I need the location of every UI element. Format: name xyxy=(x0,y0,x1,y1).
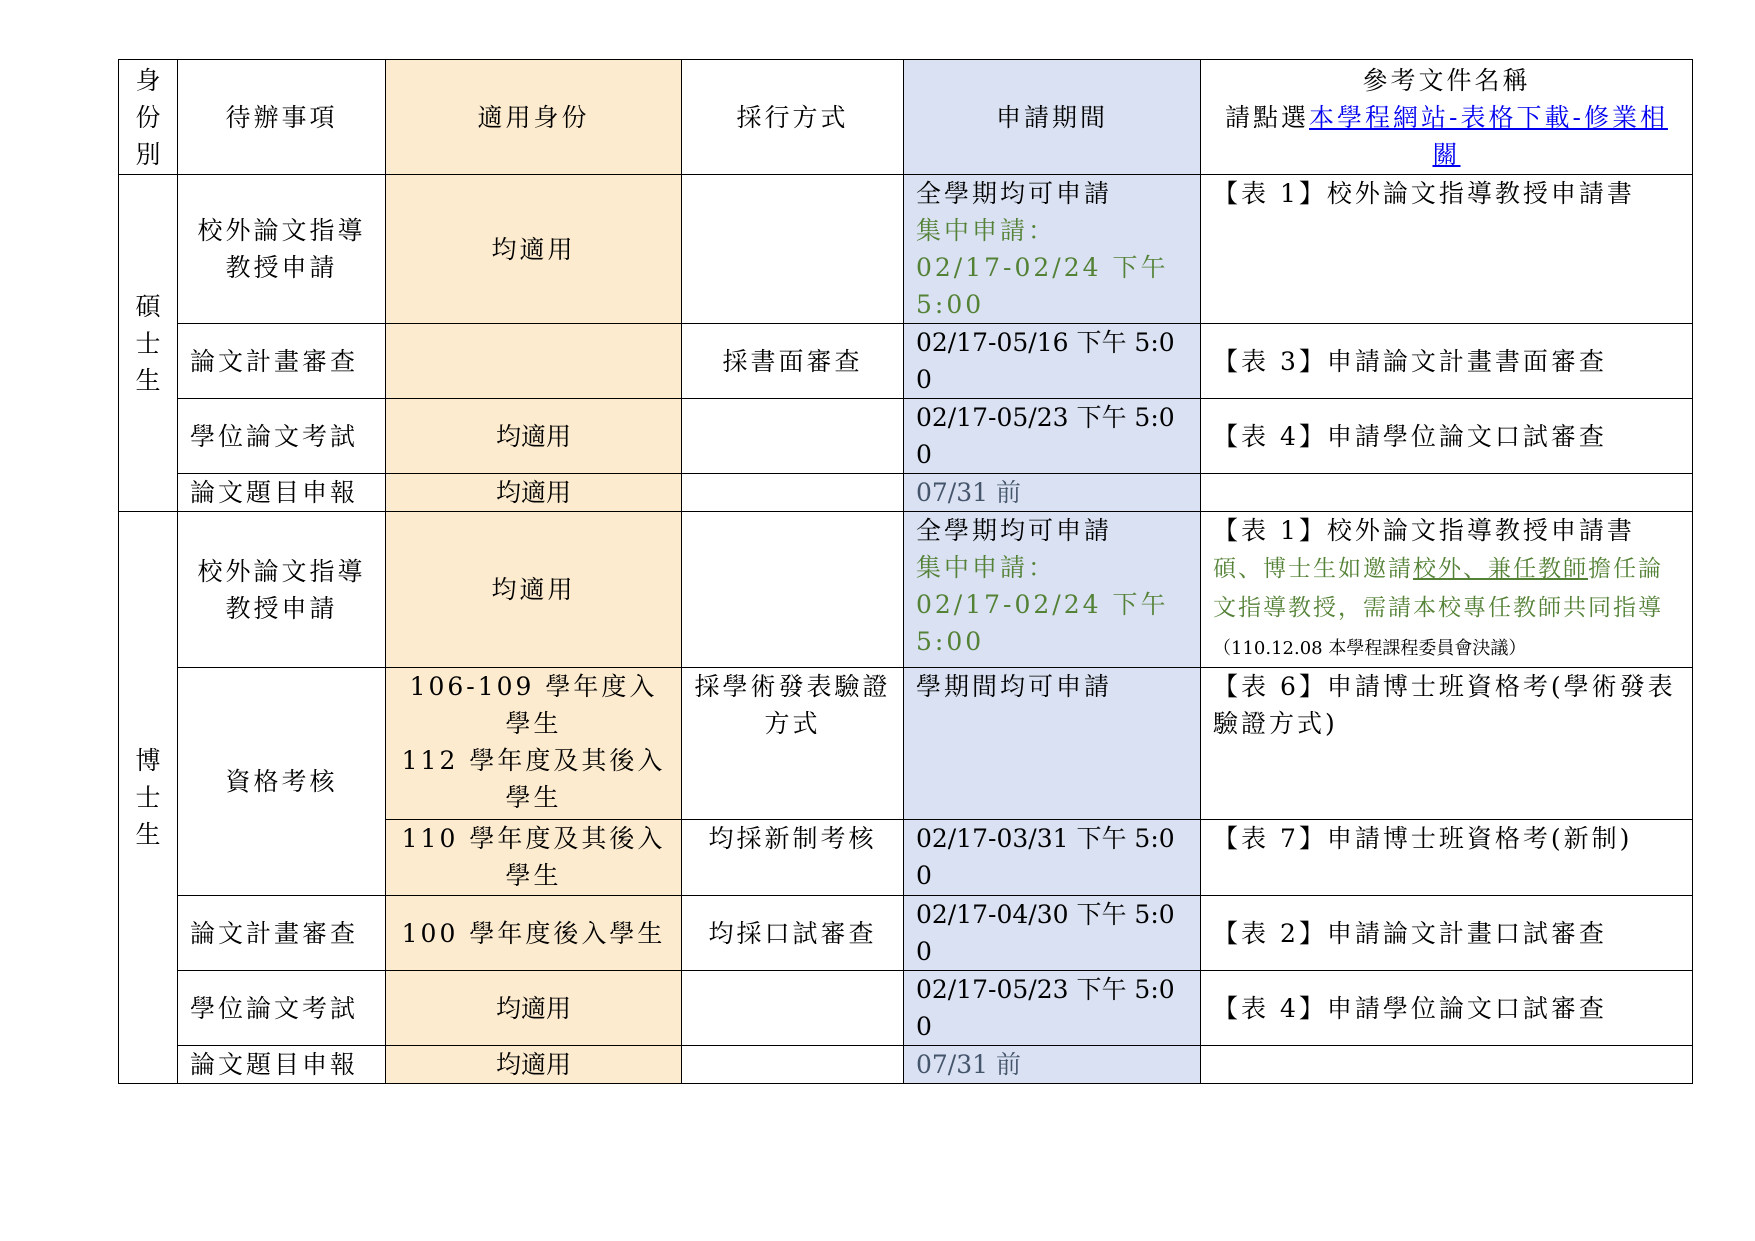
doctoral-topic-todo: 論文題目申報 xyxy=(178,1046,386,1084)
doc-title: 【表 1】校外論文指導教授申請書 xyxy=(1213,516,1635,545)
doctoral-proposal-period: 02/17-04/30 下午 5:00 xyxy=(904,896,1201,971)
doctoral-qual-b-doc: 【表 7】申請博士班資格考(新制) xyxy=(1201,820,1693,896)
masters-proposal-method: 採書面審查 xyxy=(682,324,904,399)
applicable-line: 112 學年度及其後入學生 xyxy=(401,746,666,812)
period-range: 02/17-02/24 下午 5:00 xyxy=(916,253,1169,319)
masters-identity-char: 生 xyxy=(135,365,161,395)
doctoral-identity xyxy=(119,512,178,1084)
doctoral-qual-b-applicable: 110 學年度及其後入學生 xyxy=(386,820,682,896)
doctoral-exam-applicable: 均適用 xyxy=(386,971,682,1046)
doctoral-proposal-method: 均採口試審查 xyxy=(682,896,904,971)
doctoral-advisor-todo: 校外論文指導教授申請 xyxy=(178,512,386,668)
doctoral-advisor-period xyxy=(904,512,1201,668)
masters-proposal-applicable xyxy=(386,324,682,399)
masters-exam-doc: 【表 4】申請學位論文口試審查 xyxy=(1201,399,1693,474)
doctoral-topic-doc xyxy=(1201,1046,1693,1084)
period-label: 集中申請： xyxy=(916,553,1057,582)
doctoral-row-proposal xyxy=(119,896,1693,971)
doctoral-qual-todo: 資格考核 xyxy=(178,668,386,896)
doctoral-topic-method xyxy=(682,1046,904,1084)
masters-identity xyxy=(119,175,178,512)
header-identity xyxy=(119,60,178,175)
doctoral-row-exam xyxy=(119,971,1693,1046)
header-method: 採行方式 xyxy=(682,60,904,175)
masters-row-proposal xyxy=(119,324,1693,399)
masters-identity-char: 碩 xyxy=(135,291,161,321)
masters-advisor-todo: 校外論文指導教授申請 xyxy=(178,175,386,324)
forms-download-link[interactable]: 本學程網站-表格下載-修業相關 xyxy=(1309,102,1668,169)
doctoral-qual-a-doc: 【表 6】申請博士班資格考(學術發表驗證方式) xyxy=(1201,668,1693,820)
period-label: 集中申請： xyxy=(916,216,1057,245)
masters-row-advisor xyxy=(119,175,1693,324)
note-part: 擔任論文指導教授，需請本校專任教師共同指導 xyxy=(1213,556,1663,621)
period-main: 全學期均可申請 xyxy=(916,516,1113,545)
header-todo: 待辦事項 xyxy=(178,60,386,175)
doctoral-row-topic xyxy=(119,1046,1693,1084)
doctoral-qual-a-applicable xyxy=(386,668,682,820)
doctoral-exam-todo: 學位論文考試 xyxy=(178,971,386,1046)
header-identity-char: 身 xyxy=(135,65,161,95)
masters-proposal-todo: 論文計畫審查 xyxy=(178,324,386,399)
doctoral-exam-doc: 【表 4】申請學位論文口試審查 xyxy=(1201,971,1693,1046)
masters-advisor-method xyxy=(682,175,904,324)
masters-row-topic xyxy=(119,474,1693,512)
masters-topic-method xyxy=(682,474,904,512)
doctoral-qual-a-period: 學期間均可申請 xyxy=(904,668,1201,820)
note-part: 碩、博士生如邀請 xyxy=(1213,556,1413,582)
masters-exam-method xyxy=(682,399,904,474)
masters-topic-period: 07/31 前 xyxy=(904,474,1201,512)
masters-row-exam xyxy=(119,399,1693,474)
doctoral-row-qual-a xyxy=(119,668,1693,820)
period-main: 全學期均可申請 xyxy=(916,179,1113,208)
header-period: 申請期間 xyxy=(904,60,1201,175)
doctoral-identity-char: 博 xyxy=(135,746,161,775)
schedule-table xyxy=(118,59,1693,1084)
masters-topic-doc xyxy=(1201,474,1693,512)
header-docs-title: 參考文件名稱 xyxy=(1362,65,1531,95)
co-advising-note xyxy=(1213,556,1663,621)
header-identity-char: 別 xyxy=(135,139,161,169)
doctoral-identity-char: 生 xyxy=(135,820,161,849)
header-identity-char: 份 xyxy=(135,102,161,132)
doctoral-qual-b-method: 均採新制考核 xyxy=(682,820,904,896)
header-applicable: 適用身份 xyxy=(386,60,682,175)
doctoral-advisor-method xyxy=(682,512,904,668)
doctoral-exam-period: 02/17-05/23 下午 5:00 xyxy=(904,971,1201,1046)
masters-exam-applicable: 均適用 xyxy=(386,399,682,474)
masters-advisor-period xyxy=(904,175,1201,324)
doctoral-row-advisor xyxy=(119,512,1693,668)
masters-identity-char: 士 xyxy=(135,328,161,358)
doctoral-identity-char: 士 xyxy=(135,783,161,812)
masters-proposal-doc: 【表 3】申請論文計畫書面審查 xyxy=(1201,324,1693,399)
header-row xyxy=(119,60,1693,175)
masters-advisor-doc: 【表 1】校外論文指導教授申請書 xyxy=(1201,175,1693,324)
header-docs xyxy=(1201,60,1693,175)
masters-topic-todo: 論文題目申報 xyxy=(178,474,386,512)
doctoral-advisor-doc xyxy=(1201,512,1693,668)
doctoral-proposal-applicable: 100 學年度後入學生 xyxy=(386,896,682,971)
masters-exam-period: 02/17-05/23 下午 5:00 xyxy=(904,399,1201,474)
masters-proposal-period: 02/17-05/16 下午 5:00 xyxy=(904,324,1201,399)
schedule-sheet xyxy=(118,59,1692,1084)
doctoral-proposal-todo: 論文計畫審查 xyxy=(178,896,386,971)
doctoral-qual-a-method: 採學術發表驗證方式 xyxy=(682,668,904,820)
note-resolution: （110.12.08 本學程課程委員會決議） xyxy=(1213,638,1527,659)
period-range: 02/17-02/24 下午 5:00 xyxy=(916,590,1169,656)
doctoral-exam-method xyxy=(682,971,904,1046)
doctoral-advisor-applicable: 均適用 xyxy=(386,512,682,668)
doctoral-proposal-doc: 【表 2】申請論文計畫口試審查 xyxy=(1201,896,1693,971)
applicable-line: 106-109 學年度入學生 xyxy=(409,672,658,738)
masters-exam-todo: 學位論文考試 xyxy=(178,399,386,474)
header-docs-prefix: 請點選 xyxy=(1225,102,1310,132)
doctoral-topic-period: 07/31 前 xyxy=(904,1046,1201,1084)
doctoral-topic-applicable: 均適用 xyxy=(386,1046,682,1084)
masters-advisor-applicable: 均適用 xyxy=(386,175,682,324)
doctoral-qual-b-period: 02/17-03/31 下午 5:00 xyxy=(904,820,1201,896)
note-emphasis: 校外、兼任教師 xyxy=(1413,556,1588,582)
masters-topic-applicable: 均適用 xyxy=(386,474,682,512)
